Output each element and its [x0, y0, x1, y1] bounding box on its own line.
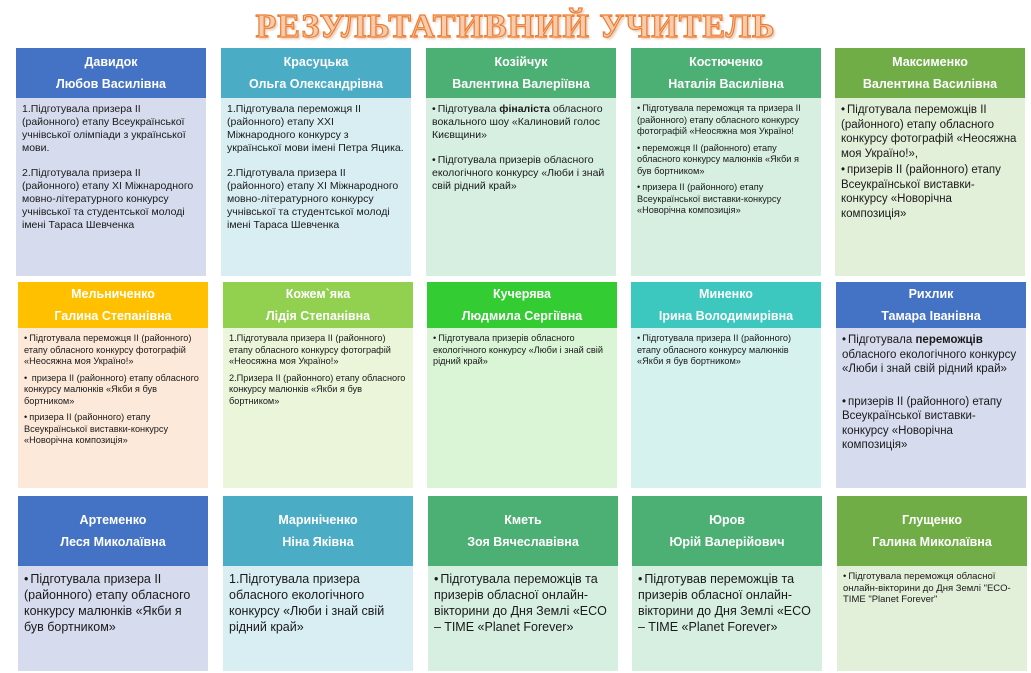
teacher-name: Ірина Володимирівна	[658, 309, 794, 323]
teacher-surname: Кожем`яка	[285, 287, 351, 301]
teacher-surname: Давидок	[84, 55, 138, 69]
achievement-item: • Підготувала призера II (районного) етапу обласного конкурсу малюнків «Якби я був бортником»	[24, 571, 202, 635]
teacher-name: Любов Василівна	[55, 77, 166, 91]
card-body	[428, 566, 618, 671]
teacher-surname: Кучерява	[492, 287, 552, 301]
card-body	[426, 98, 616, 276]
achievement-item: • Підготувала переможців обласного екологічного конкурсу «Люби і знай свій рідний край»	[842, 333, 1020, 377]
teacher-surname: Мариніченко	[278, 513, 358, 527]
teacher-name: Галина Степанівна	[54, 309, 172, 323]
teacher-card-marynichenko	[223, 496, 413, 671]
achievement-item: • призера II (районного) етапу Всеукраїнської виставки-конкурсу «Новорічна композиція»	[637, 182, 815, 217]
achievement-item: • призера II (районного) етапу Всеукраїнської виставки-конкурсу «Новорічна композиція»	[24, 412, 202, 447]
card-header	[16, 48, 206, 98]
teacher-card-yurov	[632, 496, 822, 671]
achievement-item: • Підготував переможців та призерів обласної онлайн-вікторини до Дня Землі «ECO – TIME «Planet Forever»	[638, 571, 816, 635]
card-header	[18, 282, 208, 328]
card-body	[427, 328, 617, 488]
achievement-item: • Підготувала переможця та призера II (районного) етапу обласного конкурсу фотографій «Неосяжна моя Україно!	[637, 103, 815, 138]
card-header	[428, 496, 618, 566]
teacher-name: Ольга Олександрівна	[248, 77, 384, 91]
teacher-surname: Глущенко	[902, 513, 962, 527]
card-body	[223, 328, 413, 488]
page-title: РЕЗУЛЬТАТИВНИЙ УЧИТЕЛЬ	[255, 8, 776, 45]
card-header	[835, 48, 1025, 98]
teacher-card-hlushchenko	[837, 496, 1027, 671]
teacher-surname: Рихлик	[908, 287, 954, 301]
card-body	[221, 98, 411, 276]
teacher-name: Юрій Валерійович	[669, 535, 785, 549]
achievement-item: 1.Підготувала призера обласного екологічного конкурсу «Люби і знай свій рідний край»	[229, 572, 385, 634]
card-header	[221, 48, 411, 98]
teacher-surname: Артеменко	[79, 513, 147, 527]
teacher-card-kostiuchenko	[631, 48, 821, 276]
card-header	[223, 282, 413, 328]
achievement-item: • Підготувала призерів обласного екологічного конкурсу «Люби і знай свій рідний край»	[433, 333, 611, 368]
achievement-item: 2.Призера II (районного) етапу обласного конкурсу малюнків «Якби я був бортником»	[229, 372, 406, 406]
achievement-item: • переможця II (районного) етапу обласного конкурсу малюнків «Якби я був бортником»	[637, 143, 815, 178]
teacher-surname: Мельниченко	[71, 287, 155, 301]
teacher-surname: Козійчук	[494, 55, 548, 69]
teacher-name: Людмила Сергіївна	[461, 309, 583, 323]
achievement-item: • Підготувала переможця II (районного) етапу обласного конкурсу фотографій «Неосяжна моя Україно!»	[24, 333, 202, 368]
achievement-item: 1.Підготувала призера II (районного) етапу обласного конкурсу фотографій «Неосяжна моя Україно!»	[229, 333, 391, 366]
teacher-card-artemenko	[18, 496, 208, 671]
teacher-card-davydok	[16, 48, 206, 276]
card-body	[18, 328, 208, 488]
card-body	[223, 566, 413, 671]
achievement-item: 2.Підготувала призера II (районного) етапу XI Міжнародного мовно-літературного конкурсу учнівської та студентської молоді імені Тараса Шевченка	[227, 167, 399, 231]
teacher-name: Лідія Степанівна	[265, 309, 371, 323]
teacher-surname: Кметь	[504, 513, 542, 527]
teacher-name: Валентина Валеріївна	[452, 77, 590, 91]
card-header	[632, 496, 822, 566]
achievement-item: • Підготувала переможців та призерів обласної онлайн-вікторини до Дня Землі «ECO – TIME «Planet Forever»	[434, 571, 612, 635]
card-header	[837, 496, 1027, 566]
card-header	[426, 48, 616, 98]
teacher-name: Валентина Василівна	[862, 77, 998, 91]
teacher-card-rykhlyk	[836, 282, 1026, 488]
achievement-item: • призера II (районного) етапу обласного конкурсу малюнків «Якби я був бортником»	[24, 373, 202, 408]
card-header	[223, 496, 413, 566]
teacher-name: Наталія Василівна	[668, 77, 784, 91]
teacher-name: Тамара Іванівна	[881, 309, 981, 323]
teacher-surname: Красуцька	[283, 55, 349, 69]
teacher-name: Леся Миколаївна	[60, 535, 166, 549]
teacher-card-melnychenko	[18, 282, 208, 488]
teacher-card-kozhemiaka	[223, 282, 413, 488]
achievement-item: • призерів II (районного) етапу Всеукраїнської виставки-конкурсу «Новорічна композиція»	[842, 395, 1020, 453]
card-body	[837, 566, 1027, 671]
teacher-name: Ніна Яківна	[282, 535, 354, 549]
card-body	[632, 566, 822, 671]
card-header	[427, 282, 617, 328]
achievement-item: • Підготувала переможців II (районного) етапу обласного конкурсу фотографій «Неосяжна моя Україно!»,	[841, 103, 1019, 161]
teacher-card-maksymenko	[835, 48, 1025, 276]
teacher-surname: Максименко	[892, 55, 968, 69]
card-header	[631, 282, 821, 328]
card-body	[836, 328, 1026, 488]
achievement-item: • Підготувала переможця обласної онлайн-вікторини до Дня Землі "ECO-TIME "Planet Forever"	[843, 571, 1021, 606]
achievement-item: 1.Підготувала призера II (районного) етапу Всеукраїнської учнівської олімпіади з української мови.	[22, 103, 186, 154]
card-body	[16, 98, 206, 276]
teacher-surname: Юров	[709, 513, 745, 527]
achievement-item: 1.Підготувала переможця II (районного) етапу XXI Міжнародного конкурсу з української мови імені Петра Яцика.	[227, 103, 404, 154]
achievement-item: • Підготувала фіналіста обласного вокального шоу «Калиновий голос Києвщини»	[432, 103, 610, 142]
teacher-card-mynenko	[631, 282, 821, 488]
teacher-card-koziichuk	[426, 48, 616, 276]
card-header	[836, 282, 1026, 328]
card-body	[631, 328, 821, 488]
teacher-card-krasutska	[221, 48, 411, 276]
card-body	[835, 98, 1025, 276]
teacher-name: Зоя Вячеславівна	[467, 535, 579, 549]
card-header	[631, 48, 821, 98]
teacher-card-kmet	[428, 496, 618, 671]
card-body	[18, 566, 208, 671]
teacher-card-kucheriava	[427, 282, 617, 488]
card-body	[631, 98, 821, 276]
achievement-item: 2.Підготувала призера II (районного) етапу XI Міжнародного мовно-літературного конкурсу учнівської та студентської молоді імені Тараса Шевченка	[22, 167, 194, 231]
achievement-item: • Підготувала призерів обласного екологічного конкурсу «Люби і знай свій рідний край»	[432, 154, 610, 193]
teacher-surname: Миненко	[699, 287, 753, 301]
achievement-item: • призерів II (районного) етапу Всеукраїнської виставки-конкурсу «Новорічна композиція»	[841, 163, 1019, 221]
teacher-name: Галина Миколаївна	[872, 535, 992, 549]
card-header	[18, 496, 208, 566]
achievement-item: • Підготувала призера II (районного) етапу обласного конкурсу малюнків «Якби я був бортником»	[637, 333, 815, 368]
teacher-surname: Костюченко	[689, 55, 763, 69]
